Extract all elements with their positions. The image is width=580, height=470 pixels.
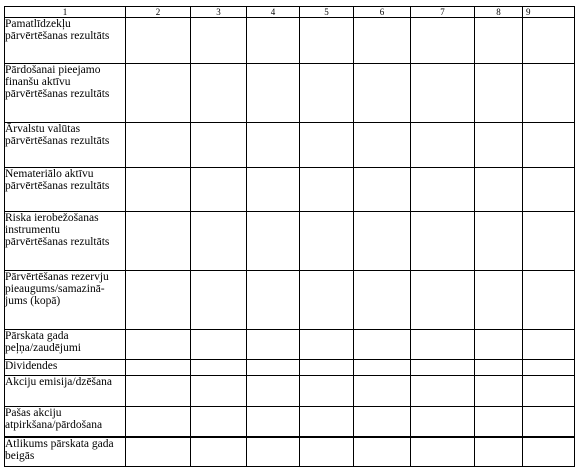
table-cell (523, 18, 575, 64)
row-label-closing-balance: Atlikums pārskata gada beigās (5, 437, 126, 467)
table-cell (191, 376, 247, 407)
column-header-4: 4 (247, 7, 300, 18)
equity-changes-table (4, 6, 575, 467)
table-cell (411, 376, 475, 407)
table-cell (300, 407, 354, 437)
table-row (5, 437, 575, 467)
row-label-dividends: Dividendes (5, 360, 126, 376)
table-cell (126, 271, 191, 330)
table-cell (191, 123, 247, 168)
table-cell (523, 407, 575, 437)
table-row (5, 168, 575, 212)
table-cell (354, 330, 411, 360)
table-cell (126, 437, 191, 467)
table-cell (247, 64, 300, 123)
column-header-6: 6 (354, 7, 411, 18)
table-cell (300, 212, 354, 271)
table-cell (411, 360, 475, 376)
table-row (5, 123, 575, 168)
table-cell (247, 271, 300, 330)
header-row (5, 7, 575, 18)
table-cell (354, 437, 411, 467)
column-header-1: 1 (5, 7, 126, 18)
table-row (5, 271, 575, 330)
table-cell (354, 376, 411, 407)
table-cell (523, 376, 575, 407)
table-cell (475, 407, 523, 437)
table-cell (191, 18, 247, 64)
column-header-3: 3 (191, 7, 247, 18)
table-cell (411, 437, 475, 467)
table-cell (475, 168, 523, 212)
table-cell (300, 18, 354, 64)
column-header-5: 5 (300, 7, 354, 18)
table-cell (354, 18, 411, 64)
row-label-hedging-instruments-revaluation: Riska ierobežošanas instrumentu pārvērtēšanas rezultāts (5, 212, 126, 271)
table-cell (126, 330, 191, 360)
table-cell (475, 437, 523, 467)
table-row (5, 330, 575, 360)
table-cell (191, 64, 247, 123)
table-cell (411, 18, 475, 64)
table-row (5, 64, 575, 123)
table-row (5, 360, 575, 376)
table-cell (475, 123, 523, 168)
table-cell (300, 437, 354, 467)
column-header-9: 9 (523, 7, 575, 18)
table-cell (191, 407, 247, 437)
table-cell (300, 330, 354, 360)
table-cell (191, 437, 247, 467)
table-cell (126, 376, 191, 407)
table-cell (475, 64, 523, 123)
table-cell (247, 437, 300, 467)
table-cell (247, 212, 300, 271)
table-cell (300, 271, 354, 330)
table-cell (523, 360, 575, 376)
table-cell (411, 64, 475, 123)
table-cell (354, 168, 411, 212)
table-cell (247, 407, 300, 437)
table-cell (411, 407, 475, 437)
row-label-intangible-assets-revaluation: Nemateriālo aktīvu pārvērtēšanas rezultāts (5, 168, 126, 212)
table-cell (411, 123, 475, 168)
table-cell (300, 123, 354, 168)
table-cell (126, 18, 191, 64)
table-cell (523, 437, 575, 467)
table-cell (475, 18, 523, 64)
table-cell (247, 376, 300, 407)
row-label-profit-loss: Pārskata gada peļņa/zaudējumi (5, 330, 126, 360)
table-cell (523, 271, 575, 330)
table-cell (126, 64, 191, 123)
column-header-2: 2 (126, 7, 191, 18)
table-cell (126, 123, 191, 168)
table-cell (523, 212, 575, 271)
table-cell (354, 123, 411, 168)
table-cell (126, 212, 191, 271)
table-cell (126, 407, 191, 437)
table-row (5, 376, 575, 407)
table-cell (191, 360, 247, 376)
table-cell (126, 360, 191, 376)
table-cell (300, 360, 354, 376)
column-header-7: 7 (411, 7, 475, 18)
table-cell (475, 360, 523, 376)
table-row (5, 18, 575, 64)
table-cell (523, 168, 575, 212)
table-cell (191, 212, 247, 271)
row-label-fixed-assets-revaluation: Pamatlīdzekļu pārvērtēšanas rezultāts (5, 18, 126, 64)
table-cell (523, 330, 575, 360)
table-cell (247, 123, 300, 168)
table-cell (191, 271, 247, 330)
table-cell (191, 330, 247, 360)
table-cell (354, 360, 411, 376)
table-cell (475, 376, 523, 407)
row-label-treasury-shares: Pašas akciju atpirkšana/pārdošana (5, 407, 126, 437)
table-cell (247, 330, 300, 360)
table-row (5, 212, 575, 271)
table-cell (475, 271, 523, 330)
table-cell (354, 64, 411, 123)
table-cell (300, 376, 354, 407)
row-label-share-issue: Akciju emisija/dzēšana (5, 376, 126, 407)
table-cell (354, 407, 411, 437)
row-label-revaluation-reserves-change: Pārvērtēšanas rezervju pieaugums/samazinā-jums (kopā) (5, 271, 126, 330)
table-cell (354, 212, 411, 271)
table-cell (475, 212, 523, 271)
table-cell (191, 168, 247, 212)
row-label-foreign-currency-revaluation: Ārvalstu valūtas pārvērtēšanas rezultāts (5, 123, 126, 168)
table-cell (475, 330, 523, 360)
table-cell (411, 330, 475, 360)
table-cell (247, 18, 300, 64)
table-cell (300, 168, 354, 212)
table-cell (523, 64, 575, 123)
table-cell (247, 360, 300, 376)
table-cell (354, 271, 411, 330)
table-cell (411, 168, 475, 212)
table-row (5, 407, 575, 437)
table-cell (523, 123, 575, 168)
table-cell (247, 168, 300, 212)
column-header-8: 8 (475, 7, 523, 18)
table-cell (126, 168, 191, 212)
table-cell (411, 212, 475, 271)
table-cell (300, 64, 354, 123)
table-cell (411, 271, 475, 330)
row-label-afs-financial-assets-revaluation: Pārdošanai pieejamo finanšu aktīvu pārvērtēšanas rezultāts (5, 64, 126, 123)
